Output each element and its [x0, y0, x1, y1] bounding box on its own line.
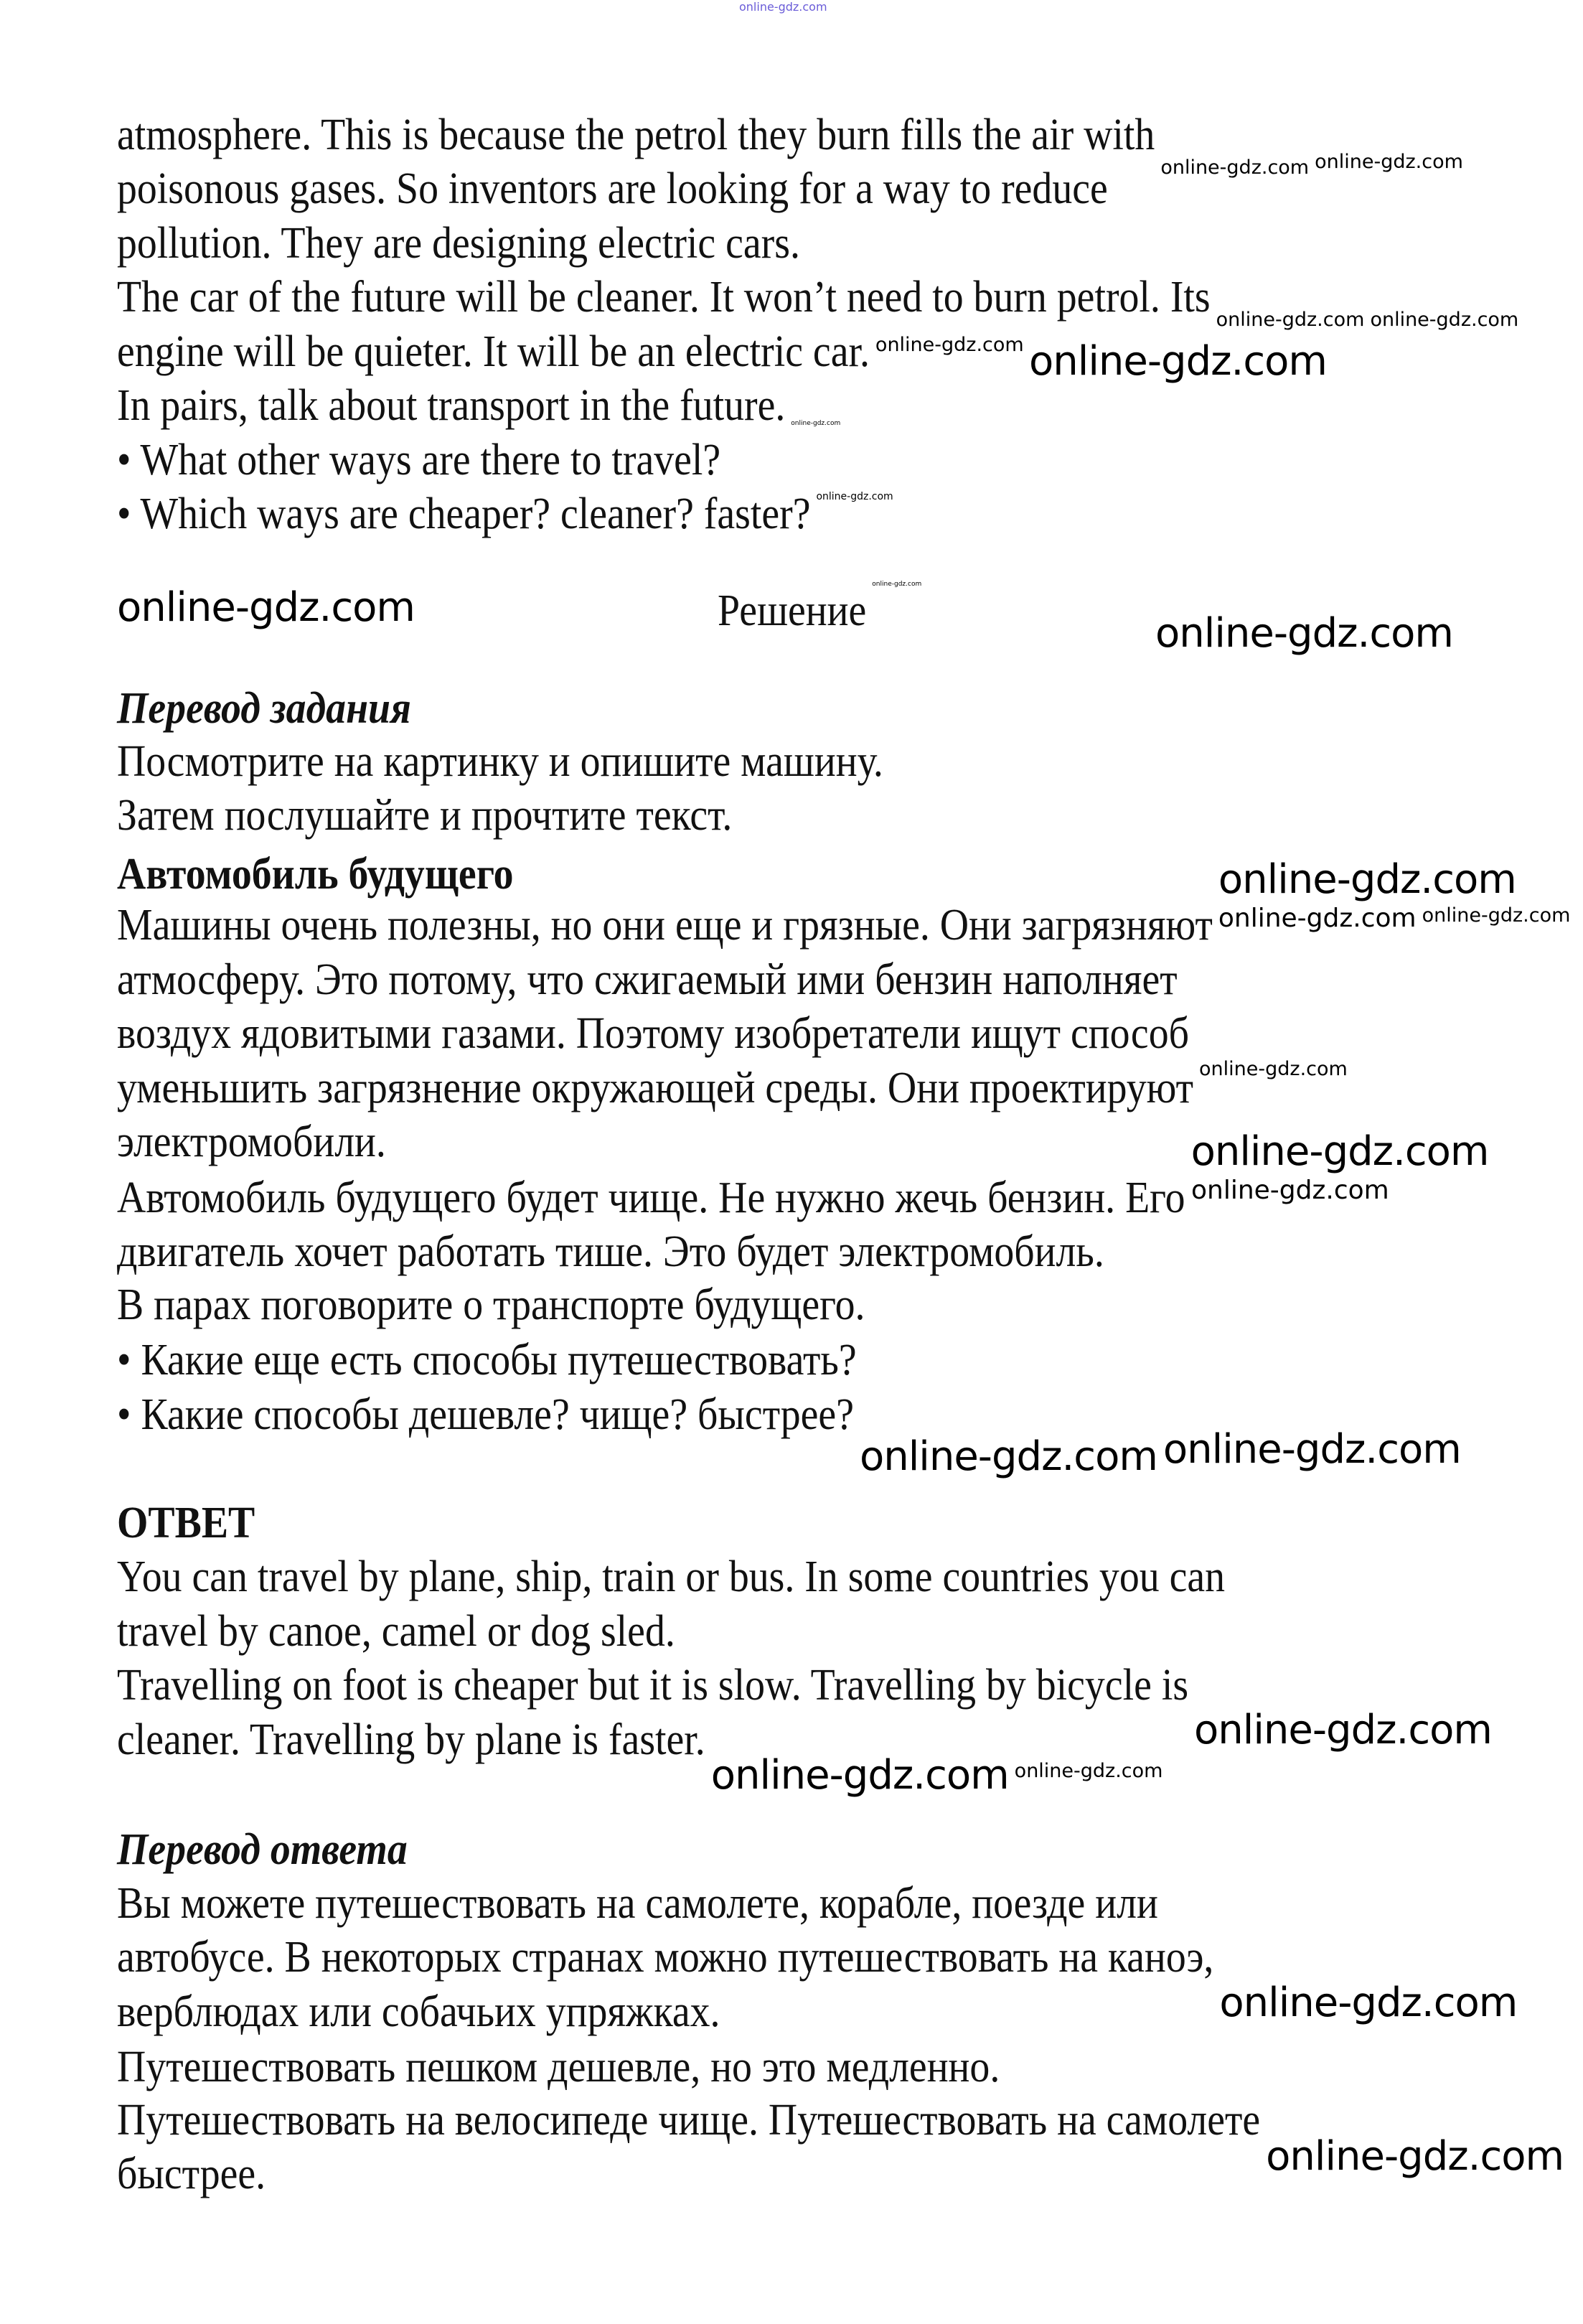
watermark: online-gdz.com: [1315, 150, 1463, 173]
watermark: online-gdz.com: [1216, 308, 1365, 331]
watermark: online-gdz.com: [872, 580, 922, 588]
watermark: online-gdz.com: [1266, 2133, 1564, 2180]
text-line: электромобили.: [117, 1118, 386, 1166]
text-line: cleaner. Travelling by plane is faster.: [117, 1715, 705, 1764]
text-line: In pairs, talk about transport in the future.: [117, 381, 786, 430]
watermark: online-gdz.com: [1155, 610, 1453, 657]
watermark: online-gdz.com: [1199, 1057, 1348, 1080]
text-line: Машины очень полезны, но они еще и грязные. Они загрязняют: [117, 901, 1213, 950]
text-line: уменьшить загрязнение окружающей среды. Они проектируют: [117, 1064, 1194, 1112]
list-item: • Какие способы дешевле? чище? быстрее?: [117, 1390, 854, 1439]
text-line: Travelling on foot is cheaper but it is slow. Travelling by bicycle is: [117, 1661, 1189, 1710]
watermark: online-gdz.com: [1219, 1979, 1518, 2026]
watermark: online-gdz.com: [1422, 904, 1571, 927]
text-line: Автомобиль будущего будет чище. Не нужно жечь бензин. Его: [117, 1173, 1185, 1222]
text-line: Путешествовать на велосипеде чище. Путешествовать на самолете: [117, 2096, 1261, 2145]
list-item: • What other ways are there to travel?: [117, 436, 721, 484]
text-line: верблюдах или собачьих упряжках.: [117, 1987, 720, 2036]
watermark: online-gdz.com: [1162, 1426, 1461, 1473]
watermark: online-gdz.com: [1014, 1759, 1163, 1782]
list-item: • Which ways are cheaper? cleaner? faster?: [117, 489, 811, 538]
watermark: online-gdz.com: [875, 333, 1024, 356]
text-line: The car of the future will be cleaner. It won’t need to burn petrol. Its: [117, 273, 1211, 322]
text-line: You can travel by plane, ship, train or bus. In some countries you can: [117, 1552, 1226, 1601]
watermark: online-gdz.com: [710, 1752, 1009, 1799]
watermark: online-gdz.com: [816, 491, 893, 502]
watermark: online-gdz.com: [1160, 156, 1310, 179]
text-line: атмосферу. Это потому, что сжигаемый ими бензин наполняет: [117, 955, 1178, 1004]
text-line: В парах поговорите о транспорте будущего.: [117, 1280, 865, 1329]
text-line: Вы можете путешествовать на самолете, корабле, поезде или: [117, 1879, 1158, 1928]
text-line: travel by canoe, camel or dog sled.: [117, 1607, 675, 1656]
section-heading: Перевод задания: [117, 684, 411, 733]
watermark: online-gdz.com: [1218, 904, 1417, 933]
watermark: online-gdz.com: [1190, 1128, 1489, 1175]
watermark: online-gdz.com: [791, 419, 841, 427]
text-line: atmosphere. This is because the petrol they burn fills the air with: [117, 111, 1155, 159]
text-line: engine will be quieter. It will be an electric car.: [117, 327, 870, 376]
watermark: online-gdz.com: [1191, 1176, 1389, 1205]
text-line: Посмотрите на картинку и опишите машину.: [117, 737, 883, 786]
section-heading: Перевод ответа: [117, 1825, 408, 1874]
watermark: online-gdz.com: [1029, 338, 1327, 385]
text-line: pollution. They are designing electric cars.: [117, 219, 800, 268]
watermark: online-gdz.com: [859, 1433, 1157, 1480]
solution-label: Решение: [718, 586, 867, 635]
text-line: автобусе. В некоторых странах можно путешествовать на каноэ,: [117, 1933, 1214, 1982]
list-item: • Какие еще есть способы путешествовать?: [117, 1336, 857, 1384]
text-line: poisonous gases. So inventors are looking for a way to reduce: [117, 164, 1108, 213]
text-title: Автомобиль будущего: [117, 850, 514, 899]
text-line: Путешествовать пешком дешевле, но это медленно.: [117, 2043, 1000, 2091]
watermark: online-gdz.com: [1370, 308, 1519, 331]
watermark: online-gdz.com: [117, 584, 415, 631]
watermark: online-gdz.com: [1218, 856, 1516, 903]
watermark: online-gdz.com: [739, 0, 827, 14]
watermark: online-gdz.com: [1194, 1707, 1492, 1753]
text-line: воздух ядовитыми газами. Поэтому изобретатели ищут способ: [117, 1009, 1189, 1058]
text-line: Затем послушайте и прочтите текст.: [117, 791, 733, 840]
text-line: двигатель хочет работать тише. Это будет электромобиль.: [117, 1227, 1104, 1276]
section-heading: ОТВЕТ: [117, 1499, 255, 1547]
text-line: быстрее.: [117, 2150, 266, 2198]
